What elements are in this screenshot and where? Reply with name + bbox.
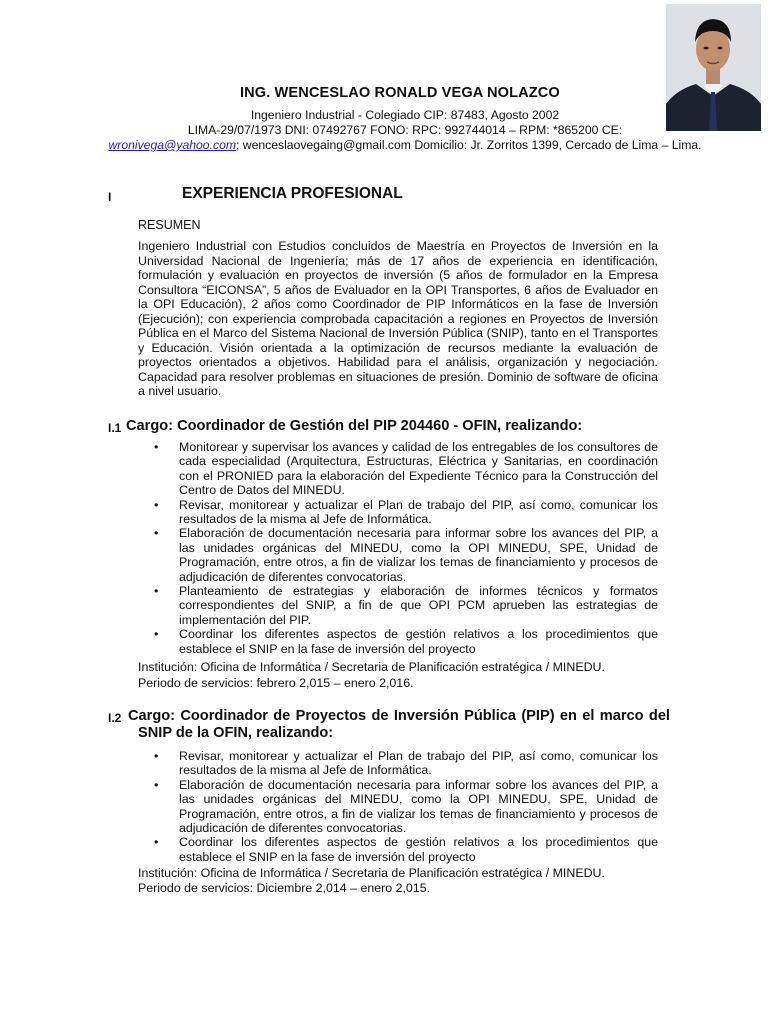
job-title: Cargo: Coordinador de Gestión del PIP 204460 - OFIN, realizando: bbox=[126, 418, 583, 434]
profession-line: Ingeniero Industrial - Colegiado CIP: 87483, Agosto 2002 bbox=[250, 108, 560, 122]
duty-item: • Monitorear y supervisar los avances y calidad de los entregables de los consultores de cada especialidad (Arquitectura, Estructuras, Eléctrica y Sanitarias, en coordinación con el PRONIED para la elaboración del Expediente Técnico para la Construcción del Centro de Datos del MINEDU. bbox=[138, 440, 658, 498]
summary-paragraph: Ingeniero Industrial con Estudios concluidos de Maestría en Proyectos de Inversión en la Universidad Nacional de Ingeniería; más de 17 años de experiencia en identificación, formulación y evaluación en proyectos de inversión (5 años de formulador en la Empresa Consultora “EICONSA”, 5 años de Evaluador en la OPI Transportes, 6 años de Evaluador en la OPI Educación), 2 años como Coordinador de PIP Informáticos en la fase de Inversión (Ejecución); con experiencia comprobada capacitación a regiones en Proyectos de Inversión Pública en el Marco del Sistema Nacional de Inversión Pública (SNIP), tanto en el Transportes y Educación. Visión orientada a la optimización de recursos mediante la evaluación de proyectos orientados a objetivos. Habilidad para el análisis, organización y negociación. Capacidad para resolver problemas en situaciones de presión. Dominio de software de oficina a nivel usuario. bbox=[138, 239, 658, 398]
job-title: Cargo: Coordinador de Proyectos de Inversión Pública (PIP) en el marco del SNIP de la OFIN, realizando: bbox=[128, 708, 670, 741]
duty-item: • Elaboración de documentación necesaria para informar sobre los avances del PIP, a las unidades orgánicas del MINEDU, como la OPI MINEDU, SPE, Unidad de Programación, entre otros, a fin de vializar los temas de financiamiento y procesos de adjudicación de diferentes convocatorias. bbox=[138, 778, 658, 836]
job-period: Periodo de servicios: Diciembre 2,014 – enero 2,015. bbox=[138, 881, 431, 895]
contact-block bbox=[96, 108, 714, 153]
duty-item: • Revisar, monitorear y actualizar el Plan de trabajo del PIP, así como, comunicar los resultados de la misma al Jefe de Informática. bbox=[138, 749, 658, 778]
job-institution: Institución: Oficina de Informática / Secretaria de Planificación estratégica / MINEDU. bbox=[138, 866, 605, 880]
summary-label: RESUMEN bbox=[138, 218, 201, 232]
personal-details-line: LIMA-29/07/1973 DNI: 07492767 FONO: RPC: 992744014 – RPM: *865200 CE: bbox=[187, 123, 623, 137]
duties-list bbox=[138, 440, 658, 656]
duties-list bbox=[138, 749, 658, 864]
email-and-address: ; wenceslaovegaing@gmail.com Domicilio: Jr. Zorritos 1399, Cercado de Lima – Lima. bbox=[236, 138, 702, 152]
duty-item: • Revisar, monitorear y actualizar el Plan de trabajo del PIP, así como, comunicar los resultados de la misma al Jefe de Informática. bbox=[138, 498, 658, 527]
job-number: I.2 bbox=[108, 711, 122, 725]
section-title: EXPERIENCIA PROFESIONAL bbox=[182, 185, 403, 202]
candidate-name: ING. WENCESLAO RONALD VEGA NOLAZCO bbox=[240, 85, 560, 101]
duty-item: • Coordinar los diferentes aspectos de gestión relativos a los procedimientos que establece el SNIP en la fase de inversión del proyecto bbox=[138, 835, 658, 864]
duty-item: • Coordinar los diferentes aspectos de gestión relativos a los procedimientos que establece el SNIP en la fase de inversión del proyecto bbox=[138, 627, 658, 656]
job-period: Periodo de servicios: febrero 2,015 – enero 2,016. bbox=[138, 676, 414, 690]
email-address-line bbox=[96, 138, 714, 153]
duty-item: • Planteamiento de estrategias y elaboración de informes técnicos y formatos correspondientes del SNIP, a fin de que OPI PCM aprueben las estrategias de implementación del PIP. bbox=[138, 584, 658, 627]
job-number: I.1 bbox=[108, 421, 122, 435]
email-link[interactable]: wronivega@yahoo.com bbox=[108, 138, 236, 152]
duty-item: • Elaboración de documentación necesaria para informar sobre los avances del PIP, a las unidades orgánicas del MINEDU, como la OPI MINEDU, SPE, Unidad de Programación, entre otros, a fin de vializar los temas de financiamiento y procesos de adjudicación de diferentes convocatorias. bbox=[138, 526, 658, 584]
section-number: I bbox=[108, 190, 112, 204]
job-institution: Institución: Oficina de Informática / Secretaria de Planificación estratégica / MINEDU. bbox=[138, 660, 605, 674]
